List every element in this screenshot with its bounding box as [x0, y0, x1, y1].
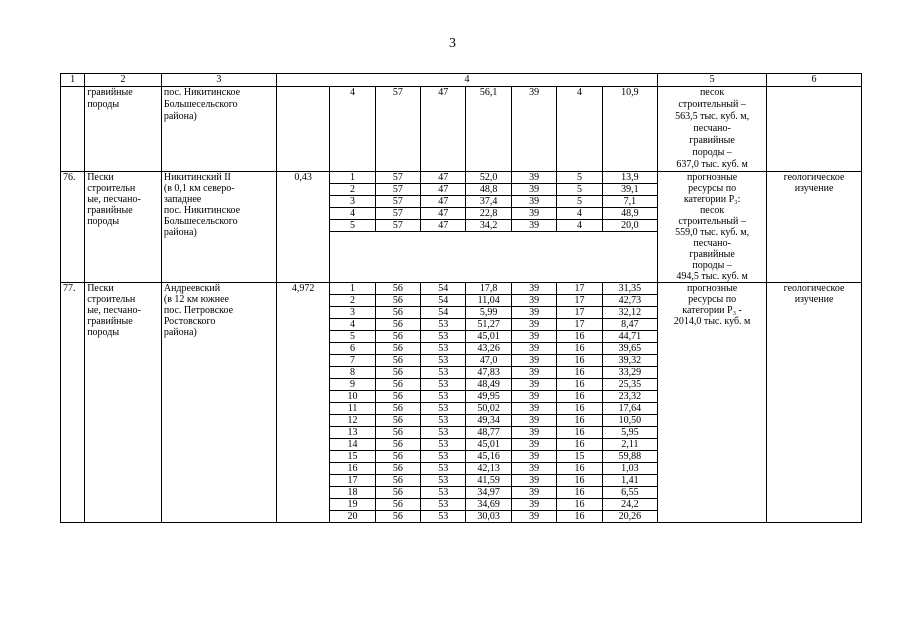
lat-deg: 56 [375, 295, 420, 307]
lon-deg: 39 [511, 391, 556, 403]
lon-sec: 5,95 [602, 427, 657, 439]
lon-min: 16 [557, 367, 602, 379]
lon-deg: 39 [511, 379, 556, 391]
lat-min: 53 [421, 343, 466, 355]
deposit-area: 0,43 [276, 172, 329, 283]
point-number: 13 [330, 427, 375, 439]
deposit-purpose [767, 87, 862, 172]
point-number: 10 [330, 391, 375, 403]
lon-min: 17 [557, 283, 602, 295]
point-number: 11 [330, 403, 375, 415]
lon-min: 16 [557, 487, 602, 499]
deposit-resources: прогнозные ресурсы по категории Р₃: песок строительный – 559,0 тыс. куб. м, песчано- гравийные породы – 494,5 тыс. куб. м [658, 172, 767, 283]
lat-min: 47 [421, 208, 466, 220]
lon-min: 16 [557, 355, 602, 367]
header-cell: 6 [767, 74, 862, 87]
lat-sec: 43,26 [466, 343, 511, 355]
lat-min: 47 [421, 172, 466, 184]
lon-min: 5 [557, 172, 602, 184]
lon-deg: 39 [511, 439, 556, 451]
lat-deg: 56 [375, 391, 420, 403]
lat-deg: 56 [375, 499, 420, 511]
lon-sec: 20,26 [602, 511, 657, 523]
lon-sec: 7,1 [602, 196, 657, 208]
lon-deg: 39 [511, 475, 556, 487]
lon-min: 17 [557, 319, 602, 331]
lat-deg: 56 [375, 379, 420, 391]
lon-deg: 39 [511, 463, 556, 475]
lat-sec: 42,13 [466, 463, 511, 475]
lat-min: 53 [421, 403, 466, 415]
lon-min: 16 [557, 343, 602, 355]
lon-deg: 39 [511, 403, 556, 415]
point-number: 7 [330, 355, 375, 367]
lat-min: 53 [421, 379, 466, 391]
point-number: 12 [330, 415, 375, 427]
lon-min: 5 [557, 184, 602, 196]
lat-deg: 56 [375, 331, 420, 343]
page-number: 3 [449, 36, 456, 51]
lat-min: 53 [421, 463, 466, 475]
coords-empty [330, 232, 658, 283]
lon-sec: 10,9 [602, 87, 657, 172]
lon-deg: 39 [511, 283, 556, 295]
lon-deg: 39 [511, 355, 556, 367]
deposit-type: гравийные породы [85, 87, 162, 172]
lon-min: 17 [557, 307, 602, 319]
lon-min: 16 [557, 391, 602, 403]
lat-deg: 57 [375, 87, 420, 172]
header-cell: 1 [61, 74, 85, 87]
lon-sec: 59,88 [602, 451, 657, 463]
lat-min: 47 [421, 220, 466, 232]
lat-deg: 56 [375, 355, 420, 367]
lon-deg: 39 [511, 87, 556, 172]
table-row [61, 172, 862, 184]
deposit-type: Пески строительн ые, песчано- гравийные породы [85, 283, 162, 523]
lat-sec: 11,04 [466, 295, 511, 307]
lat-min: 54 [421, 283, 466, 295]
lat-min: 53 [421, 439, 466, 451]
lon-sec: 39,65 [602, 343, 657, 355]
lat-sec: 56,1 [466, 87, 511, 172]
lat-sec: 47,83 [466, 367, 511, 379]
lon-deg: 39 [511, 487, 556, 499]
lon-min: 16 [557, 475, 602, 487]
lat-deg: 56 [375, 487, 420, 499]
lat-sec: 48,49 [466, 379, 511, 391]
point-number: 19 [330, 499, 375, 511]
lat-min: 53 [421, 451, 466, 463]
lat-sec: 45,01 [466, 331, 511, 343]
header-row [61, 74, 862, 87]
lon-deg: 39 [511, 367, 556, 379]
lon-deg: 39 [511, 511, 556, 523]
lon-sec: 1,41 [602, 475, 657, 487]
lat-sec: 45,01 [466, 439, 511, 451]
lat-sec: 41,59 [466, 475, 511, 487]
lon-sec: 23,32 [602, 391, 657, 403]
lat-deg: 56 [375, 475, 420, 487]
point-number: 4 [330, 319, 375, 331]
deposit-number: 77. [61, 283, 85, 523]
lat-deg: 56 [375, 511, 420, 523]
header-cell: 2 [85, 74, 162, 87]
lon-min: 17 [557, 295, 602, 307]
lat-sec: 34,97 [466, 487, 511, 499]
lat-min: 53 [421, 475, 466, 487]
deposit-resources: прогнозные ресурсы по категории Р₃ - 2014,0 тыс. куб. м [658, 283, 767, 523]
point-number: 15 [330, 451, 375, 463]
deposit-area: 4,972 [276, 283, 329, 523]
point-number: 1 [330, 283, 375, 295]
lon-min: 16 [557, 403, 602, 415]
lon-sec: 24,2 [602, 499, 657, 511]
lon-min: 16 [557, 415, 602, 427]
lon-sec: 44,71 [602, 331, 657, 343]
lat-min: 53 [421, 511, 466, 523]
point-number: 2 [330, 184, 375, 196]
lon-sec: 39,32 [602, 355, 657, 367]
lon-sec: 10,50 [602, 415, 657, 427]
lat-min: 53 [421, 499, 466, 511]
lat-deg: 56 [375, 415, 420, 427]
lat-deg: 56 [375, 463, 420, 475]
lon-sec: 2,11 [602, 439, 657, 451]
lat-deg: 56 [375, 283, 420, 295]
lon-deg: 39 [511, 343, 556, 355]
lon-deg: 39 [511, 415, 556, 427]
lat-sec: 50,02 [466, 403, 511, 415]
deposit-number [61, 87, 85, 172]
lat-sec: 48,8 [466, 184, 511, 196]
lat-min: 54 [421, 307, 466, 319]
table-row [61, 87, 862, 172]
point-number: 2 [330, 295, 375, 307]
lon-min: 15 [557, 451, 602, 463]
lat-sec: 17,8 [466, 283, 511, 295]
lat-deg: 56 [375, 367, 420, 379]
lat-deg: 56 [375, 403, 420, 415]
lon-sec: 1,03 [602, 463, 657, 475]
lat-deg: 57 [375, 196, 420, 208]
lon-sec: 39,1 [602, 184, 657, 196]
lon-deg: 39 [511, 184, 556, 196]
lat-deg: 56 [375, 319, 420, 331]
lon-sec: 20,0 [602, 220, 657, 232]
lon-sec: 33,29 [602, 367, 657, 379]
point-number: 17 [330, 475, 375, 487]
lon-min: 16 [557, 331, 602, 343]
lon-deg: 39 [511, 319, 556, 331]
lon-deg: 39 [511, 451, 556, 463]
lon-sec: 17,64 [602, 403, 657, 415]
lat-min: 47 [421, 196, 466, 208]
lat-deg: 56 [375, 307, 420, 319]
point-number: 6 [330, 343, 375, 355]
lat-sec: 49,95 [466, 391, 511, 403]
header-cell: 5 [658, 74, 767, 87]
lon-min: 4 [557, 208, 602, 220]
deposit-area [276, 87, 329, 172]
lat-sec: 34,69 [466, 499, 511, 511]
lat-sec: 51,27 [466, 319, 511, 331]
deposits-table [60, 73, 862, 523]
table-row [61, 283, 862, 295]
deposit-type: Пески строительн ые, песчано- гравийные породы [85, 172, 162, 283]
lat-sec: 22,8 [466, 208, 511, 220]
lat-deg: 57 [375, 172, 420, 184]
point-number: 5 [330, 331, 375, 343]
lon-sec: 13,9 [602, 172, 657, 184]
lon-min: 4 [557, 220, 602, 232]
lat-deg: 56 [375, 439, 420, 451]
lat-sec: 30,03 [466, 511, 511, 523]
lat-deg: 56 [375, 451, 420, 463]
lon-deg: 39 [511, 196, 556, 208]
lat-min: 53 [421, 355, 466, 367]
deposit-purpose: геологическое изучение [767, 172, 862, 283]
lat-min: 53 [421, 367, 466, 379]
lon-deg: 39 [511, 208, 556, 220]
lon-sec: 48,9 [602, 208, 657, 220]
lat-min: 47 [421, 184, 466, 196]
deposit-location: Андреевский (в 12 км южнее пос. Петровское Ростовского района) [161, 283, 276, 523]
lat-min: 53 [421, 427, 466, 439]
point-number: 4 [330, 87, 375, 172]
lon-deg: 39 [511, 172, 556, 184]
lat-deg: 56 [375, 343, 420, 355]
lon-min: 16 [557, 511, 602, 523]
lat-sec: 52,0 [466, 172, 511, 184]
point-number: 9 [330, 379, 375, 391]
lon-sec: 25,35 [602, 379, 657, 391]
lon-min: 4 [557, 87, 602, 172]
header-cell: 4 [276, 74, 657, 87]
lat-deg: 57 [375, 208, 420, 220]
lon-deg: 39 [511, 427, 556, 439]
lat-min: 53 [421, 391, 466, 403]
lat-min: 47 [421, 87, 466, 172]
lat-sec: 49,34 [466, 415, 511, 427]
lat-min: 53 [421, 331, 466, 343]
point-number: 18 [330, 487, 375, 499]
lat-sec: 34,2 [466, 220, 511, 232]
lat-deg: 57 [375, 220, 420, 232]
deposit-purpose: геологическое изучение [767, 283, 862, 523]
lon-sec: 8,47 [602, 319, 657, 331]
deposit-resources: песок строительный – 563,5 тыс. куб. м, песчано- гравийные породы – 637,0 тыс. куб. м [658, 87, 767, 172]
lon-min: 16 [557, 463, 602, 475]
deposit-location: Никитинский II (в 0,1 км северо- западнее пос. Никитинское Большесельского района) [161, 172, 276, 283]
lon-min: 16 [557, 379, 602, 391]
lat-sec: 5,99 [466, 307, 511, 319]
lon-deg: 39 [511, 295, 556, 307]
lon-sec: 6,55 [602, 487, 657, 499]
lat-min: 53 [421, 319, 466, 331]
lat-sec: 37,4 [466, 196, 511, 208]
header-cell: 3 [161, 74, 276, 87]
lat-deg: 56 [375, 427, 420, 439]
point-number: 5 [330, 220, 375, 232]
lon-sec: 31,35 [602, 283, 657, 295]
lon-deg: 39 [511, 220, 556, 232]
lon-min: 16 [557, 499, 602, 511]
point-number: 3 [330, 307, 375, 319]
lat-sec: 47,0 [466, 355, 511, 367]
lat-sec: 48,77 [466, 427, 511, 439]
lon-deg: 39 [511, 331, 556, 343]
point-number: 4 [330, 208, 375, 220]
lon-min: 16 [557, 439, 602, 451]
deposit-location: пос. Никитинское Большесельского района) [161, 87, 276, 172]
point-number: 16 [330, 463, 375, 475]
deposit-number: 76. [61, 172, 85, 283]
lon-sec: 42,73 [602, 295, 657, 307]
lon-deg: 39 [511, 499, 556, 511]
point-number: 14 [330, 439, 375, 451]
lon-deg: 39 [511, 307, 556, 319]
lat-deg: 57 [375, 184, 420, 196]
lon-sec: 32,12 [602, 307, 657, 319]
point-number: 3 [330, 196, 375, 208]
point-number: 20 [330, 511, 375, 523]
lon-min: 16 [557, 427, 602, 439]
lat-min: 54 [421, 295, 466, 307]
lat-min: 53 [421, 415, 466, 427]
lat-min: 53 [421, 487, 466, 499]
point-number: 1 [330, 172, 375, 184]
lon-min: 5 [557, 196, 602, 208]
lat-sec: 45,16 [466, 451, 511, 463]
point-number: 8 [330, 367, 375, 379]
